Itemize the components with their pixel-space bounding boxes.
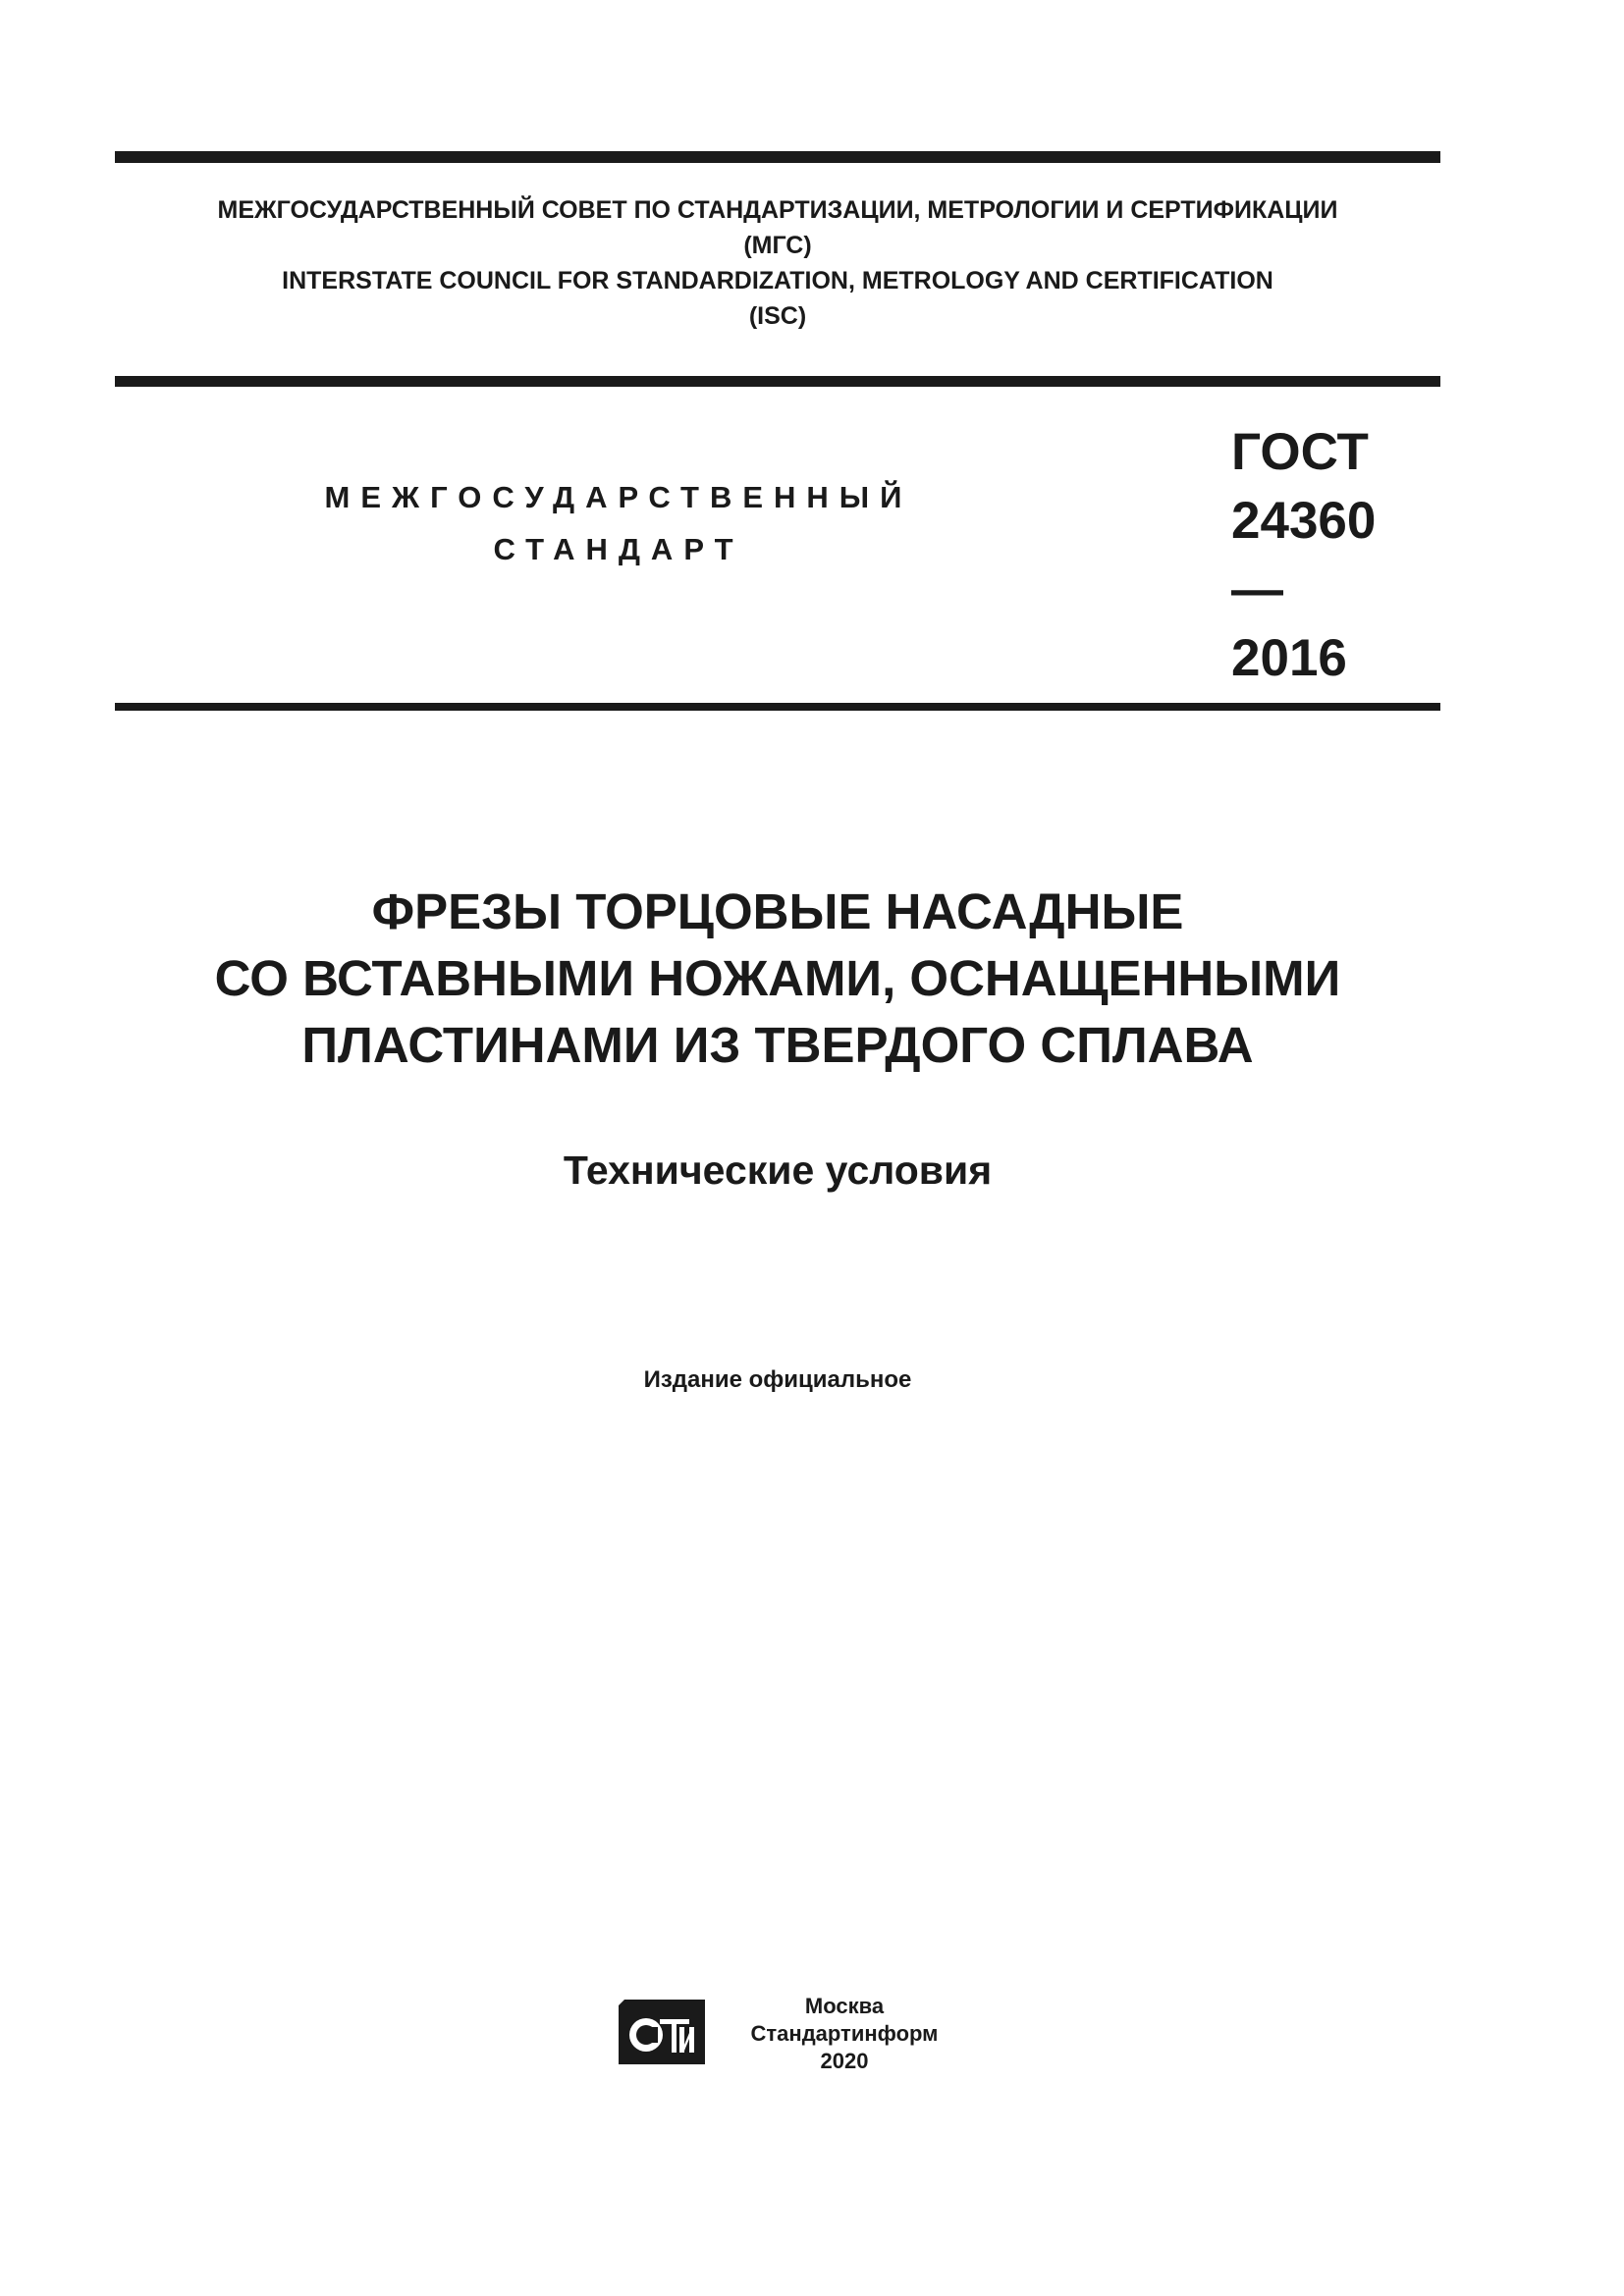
document-title [115,879,1440,1079]
publisher-year: 2020 [820,2049,869,2073]
title-line2: СО ВСТАВНЫМИ НОЖАМИ, ОСНАЩЕННЫМИ [214,950,1341,1006]
publisher-name: Стандартинформ [750,2021,939,2046]
standard-type-line1: МЕЖГОСУДАРСТВЕННЫЙ [324,480,913,514]
standartinform-logo-icon [617,1998,707,2066]
gost-year: 2016 [1231,629,1347,687]
council-header [115,192,1440,334]
council-en-line1: INTERSTATE COUNCIL FOR STANDARDIZATION, METROLOGY AND CERTIFICATION [282,267,1273,294]
document-subtitle: Технические условия [563,1148,993,1193]
header-rule [115,376,1440,387]
standard-type [295,471,943,575]
council-ru-line2: (МГС) [743,232,812,259]
top-rule [115,151,1440,163]
gost-designation [1231,418,1428,693]
publisher-city: Москва [804,1994,885,2018]
gost-label: ГОСТ [1231,423,1369,481]
gost-number: 24360— [1231,492,1377,618]
designation-rule [115,703,1440,711]
standard-type-line2: СТАНДАРТ [493,532,744,566]
council-ru-line1: МЕЖГОСУДАРСТВЕННЫЙ СОВЕТ ПО СТАНДАРТИЗАЦИИ, МЕТРОЛОГИИ И СЕРТИФИКАЦИИ [217,196,1338,224]
edition-note: Издание официальное [643,1366,912,1393]
title-line1: ФРЕЗЫ ТОРЦОВЫЕ НАСАДНЫЕ [371,883,1184,939]
council-en-line2: (ISC) [748,302,807,330]
publisher-info [727,1993,962,2075]
title-line3: ПЛАСТИНАМИ ИЗ ТВЕРДОГО СПЛАВА [301,1017,1254,1073]
